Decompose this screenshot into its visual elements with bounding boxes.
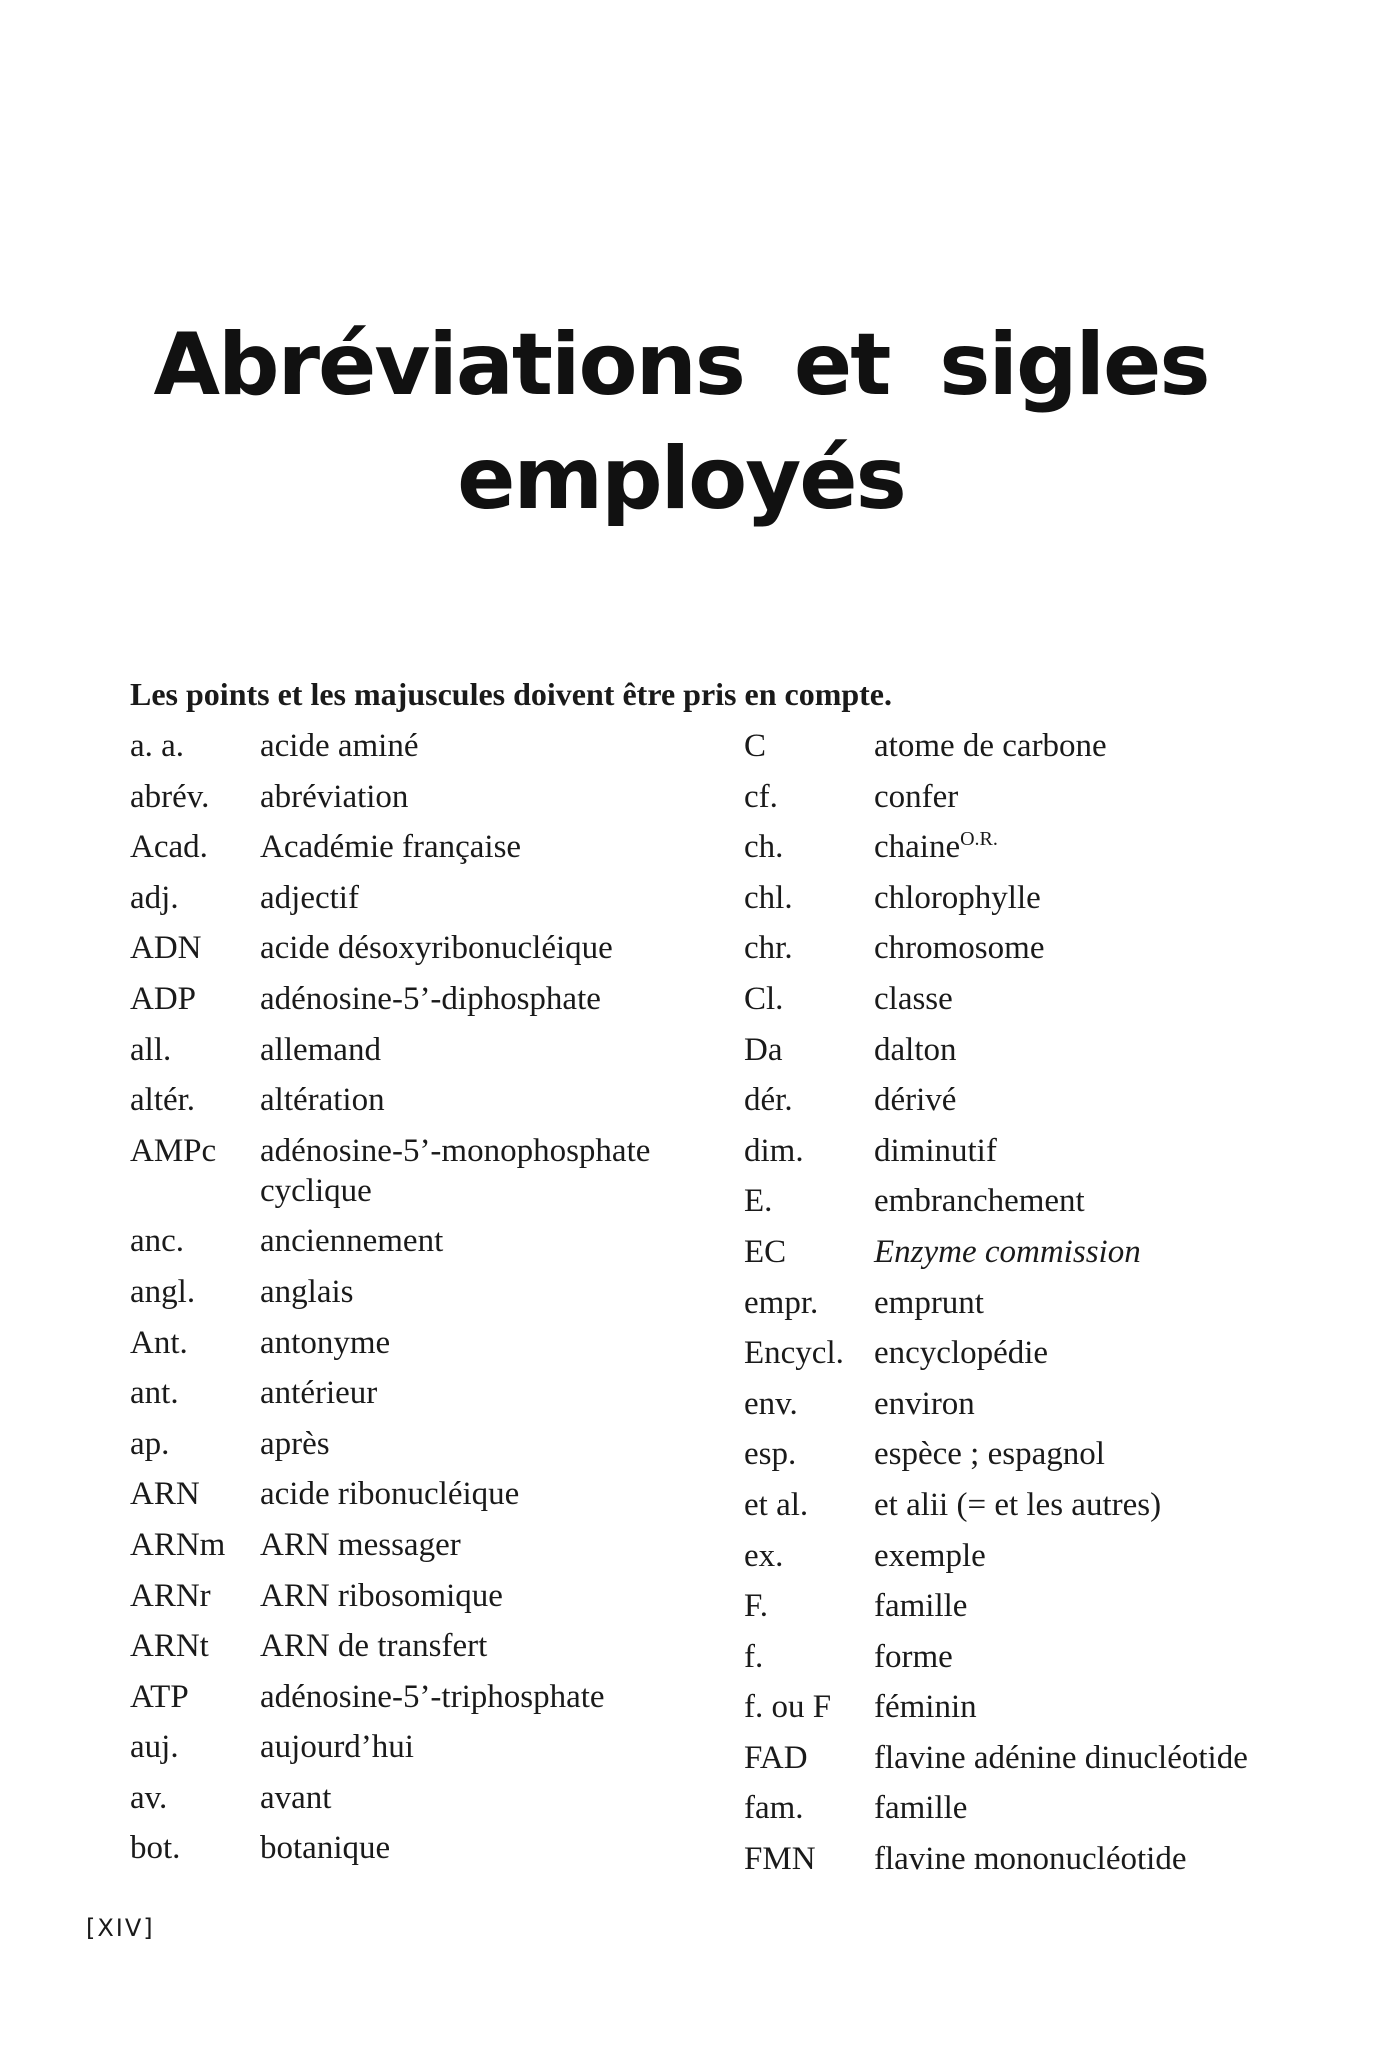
definition-text: anglais: [260, 1273, 354, 1310]
definition: [874, 1333, 1304, 1373]
abbreviation-entry: [744, 1434, 1304, 1474]
definition-text: exemple: [874, 1537, 986, 1574]
abbreviation: Encycl.: [744, 1335, 844, 1372]
definition-text: emprunt: [874, 1284, 984, 1321]
definition: [260, 1576, 680, 1616]
definition-text: Académie française: [260, 829, 522, 866]
abbreviation-entry: [130, 1778, 680, 1818]
abbreviation: F.: [744, 1588, 768, 1625]
abbreviation: ATP: [130, 1678, 189, 1715]
abbreviation-entry: [130, 1626, 680, 1666]
abbreviation-entry: [744, 928, 1304, 968]
definition-text: botanique: [260, 1830, 391, 1867]
abbreviation: abrév.: [130, 778, 210, 815]
definition: [874, 1536, 1304, 1576]
abbreviation: FMN: [744, 1841, 816, 1878]
definition: [260, 1131, 680, 1211]
abbreviation-entry: [130, 1727, 680, 1767]
abbreviation-entry: [130, 1323, 680, 1363]
abbreviation: ARNm: [130, 1526, 226, 1563]
abbreviation-entry: [744, 1485, 1304, 1525]
definition: [874, 1434, 1304, 1474]
abbreviation: f.: [744, 1638, 764, 1675]
abbreviation: E.: [744, 1183, 773, 1220]
definition: [260, 1373, 680, 1413]
abbreviation-entry: [744, 777, 1304, 817]
definition: [874, 827, 1304, 867]
definition-text: adénosine-5’-diphosphate: [260, 980, 601, 1017]
abbreviation-entry: [130, 979, 680, 1019]
abbreviation-entry: [130, 1272, 680, 1312]
definition-text: avant: [260, 1779, 332, 1816]
abbreviation-entry: [744, 1232, 1304, 1272]
abbreviation-entry: [744, 1637, 1304, 1677]
abbreviation: dér.: [744, 1082, 793, 1119]
abbreviation-entry: [130, 777, 680, 817]
definition-text: classe: [874, 980, 953, 1017]
definition: [260, 878, 680, 918]
abbreviation: a. a.: [130, 728, 185, 764]
abbreviation-entry: [744, 1788, 1304, 1828]
definition: [874, 1232, 1304, 1272]
abbreviation: adj.: [130, 879, 179, 916]
definition-text: espèce ; espagnol: [874, 1436, 1105, 1473]
definition-text: dalton: [874, 1031, 957, 1068]
abbreviation-entry: [744, 1839, 1304, 1879]
abbreviation: FAD: [744, 1739, 808, 1776]
definition: [260, 1474, 680, 1514]
abbreviation-entry: [130, 1080, 680, 1120]
definition: [874, 1030, 1304, 1070]
abbreviation-entry: [130, 1474, 680, 1514]
abbreviation-entry: [744, 1738, 1304, 1778]
definition-text: ARN messager: [260, 1526, 461, 1563]
definition-text: forme: [874, 1638, 953, 1675]
abbreviation: av.: [130, 1779, 168, 1816]
abbreviation: f. ou F: [744, 1689, 832, 1726]
abbreviation-entry: [744, 1030, 1304, 1070]
abbreviation: ADP: [130, 980, 197, 1017]
definition-text: flavine adénine dinucléotide: [874, 1739, 1248, 1776]
abbreviation: ap.: [130, 1425, 170, 1462]
definition-text: diminutif: [874, 1132, 997, 1169]
abbreviation-list-right: [744, 726, 1304, 1890]
definition: [260, 1626, 680, 1666]
page-title: Abréviations et sigles: [153, 315, 1209, 415]
definition: [874, 1181, 1304, 1221]
definition: [874, 1283, 1304, 1323]
definition: [874, 1687, 1304, 1727]
definition: [260, 1727, 680, 1767]
abbreviation: ex.: [744, 1537, 784, 1574]
definition: [874, 1637, 1304, 1677]
definition: [260, 979, 680, 1019]
abbreviation: chl.: [744, 879, 793, 916]
abbreviation: dim.: [744, 1132, 804, 1169]
definition: [874, 878, 1304, 918]
definition: [874, 1738, 1304, 1778]
definition-text: antérieur: [260, 1375, 378, 1412]
abbreviation-entry: [130, 827, 680, 867]
superscript-note: O.R.: [960, 828, 998, 851]
definition-text: ARN de transfert: [260, 1628, 488, 1665]
abbreviation: anc.: [130, 1223, 185, 1260]
definition-text: confer: [874, 778, 959, 815]
abbreviation-entry: [130, 726, 680, 766]
abbreviation-entry: [130, 1030, 680, 1070]
abbreviation-entry: [130, 1424, 680, 1464]
abbreviation: ant.: [130, 1375, 179, 1412]
definition: [260, 726, 680, 766]
abbreviation-list-left: [130, 726, 680, 1879]
abbreviation-entry: [130, 1525, 680, 1565]
abbreviation-entry: [130, 1828, 680, 1868]
abbreviation: angl.: [130, 1273, 196, 1310]
abbreviation: all.: [130, 1031, 172, 1068]
definition: [260, 1677, 680, 1717]
abbreviation-entry: [744, 1333, 1304, 1373]
abbreviation-entry: [744, 1181, 1304, 1221]
definition-text: dérivé: [874, 1082, 957, 1119]
abbreviation: ARNr: [130, 1577, 211, 1614]
abbreviation: ADN: [130, 930, 202, 967]
definition: [260, 1778, 680, 1818]
abbreviation: ARN: [130, 1476, 200, 1513]
definition-text: environ: [874, 1385, 975, 1422]
definition: [874, 1080, 1304, 1120]
page-title-continued: employés: [457, 429, 905, 529]
definition-text: encyclopédie: [874, 1335, 1049, 1372]
abbreviation: AMPc: [130, 1132, 217, 1169]
definition: [874, 1485, 1304, 1525]
intro-note: Les points et les majuscules doivent être pris en compte.: [130, 676, 892, 712]
definition-text: après: [260, 1425, 330, 1462]
abbreviation-entry: [744, 1586, 1304, 1626]
definition-text: aujourd’hui: [260, 1729, 414, 1766]
abbreviation-entry: [130, 928, 680, 968]
definition-text: adénosine-5’-monophosphate cyclique: [260, 1132, 651, 1209]
abbreviation-entry: [744, 979, 1304, 1019]
definition-text: acide aminé: [260, 728, 419, 764]
definition: [874, 777, 1304, 817]
definition-text: adénosine-5’-triphosphate: [260, 1678, 605, 1715]
definition-text: altération: [260, 1082, 385, 1119]
definition: [260, 1525, 680, 1565]
definition-text: ARN ribosomique: [260, 1577, 503, 1614]
abbreviation: Ant.: [130, 1324, 188, 1361]
definition-text: acide désoxyribonucléique: [260, 930, 613, 967]
definition-text: acide ribonucléique: [260, 1476, 520, 1513]
definition: [874, 928, 1304, 968]
abbreviation-entry: [744, 1080, 1304, 1120]
definition-text: allemand: [260, 1031, 381, 1068]
abbreviation: et al.: [744, 1486, 809, 1523]
definition: [260, 928, 680, 968]
definition-text: Enzyme commission: [874, 1233, 1141, 1270]
definition-text: féminin: [874, 1689, 977, 1726]
definition: [874, 979, 1304, 1019]
definition-text: atome de carbone: [874, 728, 1107, 764]
abbreviation: empr.: [744, 1284, 819, 1321]
definition-text: abréviation: [260, 778, 409, 815]
definition: [260, 1323, 680, 1363]
definition: [874, 726, 1304, 766]
abbreviation-entry: [744, 1384, 1304, 1424]
definition: [874, 1131, 1304, 1171]
definition: [260, 827, 680, 867]
definition-text: embranchement: [874, 1183, 1085, 1220]
abbreviation-entry: [130, 1131, 680, 1211]
abbreviation: Da: [744, 1031, 783, 1068]
abbreviation: altér.: [130, 1082, 196, 1119]
abbreviation-entry: [130, 1576, 680, 1616]
definition: [260, 1030, 680, 1070]
definition: [260, 1424, 680, 1464]
abbreviation: env.: [744, 1385, 798, 1422]
abbreviation: Cl.: [744, 980, 784, 1017]
definition-text: antonyme: [260, 1324, 391, 1361]
definition: [260, 1080, 680, 1120]
definition: [874, 1788, 1304, 1828]
definition-text: chlorophylle: [874, 879, 1041, 916]
abbreviation: fam.: [744, 1790, 804, 1827]
definition-text: adjectif: [260, 879, 359, 916]
definition: [874, 1384, 1304, 1424]
page-number: [XIV]: [86, 1914, 155, 1942]
abbreviation: EC: [744, 1233, 787, 1270]
abbreviation: chr.: [744, 930, 793, 967]
definition: [260, 1221, 680, 1261]
definition-text: chromosome: [874, 930, 1045, 967]
abbreviation-entry: [744, 827, 1304, 867]
abbreviation-entry: [130, 878, 680, 918]
abbreviation-entry: [744, 1687, 1304, 1727]
abbreviation-entry: [744, 726, 1304, 766]
abbreviation-entry: [744, 1536, 1304, 1576]
abbreviation-entry: [130, 1221, 680, 1261]
abbreviation-entry: [744, 1131, 1304, 1171]
abbreviation-entry: [130, 1677, 680, 1717]
abbreviation-entry: [130, 1373, 680, 1413]
definition-text: chaine: [874, 829, 961, 866]
definition: [260, 1828, 680, 1868]
abbreviation-entry: [744, 1283, 1304, 1323]
definition-text: et alii (= et les autres): [874, 1486, 1162, 1523]
definition: [260, 1272, 680, 1312]
abbreviation: Acad.: [130, 829, 208, 866]
abbreviation: bot.: [130, 1830, 181, 1867]
abbreviation: C: [744, 728, 767, 764]
abbreviation-entry: [744, 878, 1304, 918]
definition: [874, 1586, 1304, 1626]
abbreviation: cf.: [744, 778, 778, 815]
definition-text: famille: [874, 1790, 968, 1827]
abbreviation: esp.: [744, 1436, 797, 1473]
abbreviation: ARNt: [130, 1628, 209, 1665]
abbreviation: ch.: [744, 829, 784, 866]
definition: [260, 777, 680, 817]
definition: [874, 1839, 1304, 1879]
abbreviation: auj.: [130, 1729, 179, 1766]
definition-text: famille: [874, 1588, 968, 1625]
definition-text: flavine mononucléotide: [874, 1841, 1187, 1878]
definition-text: anciennement: [260, 1223, 444, 1260]
